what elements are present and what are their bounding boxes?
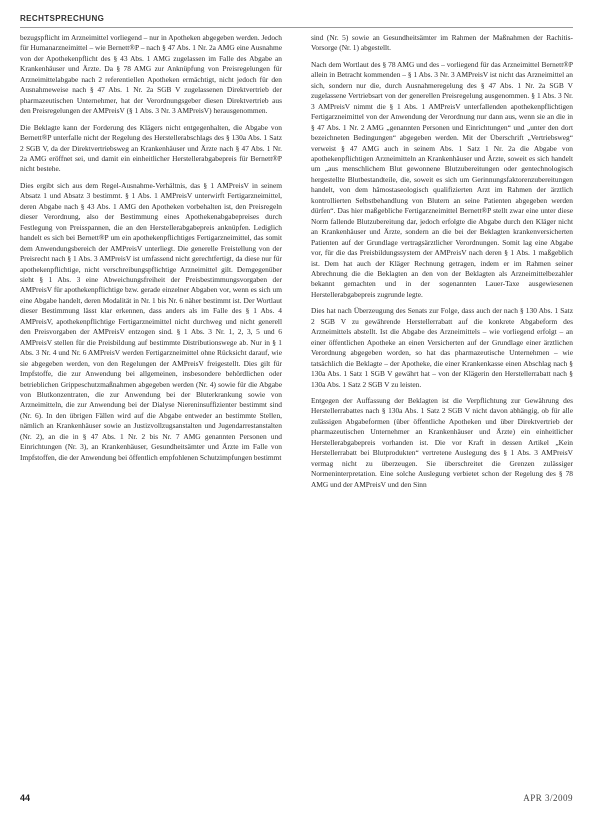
left-column [20,33,282,469]
header-rule [20,27,573,28]
paragraph: Dies ergibt sich aus dem Regel-Ausnahme-Verhältnis, das § 1 AMPreisV in seinem Absatz 1 und Absatz 3 bestimmt. § 1 Abs. 1 AMPreisV unterwirft Fertigarzneimittel, deren Abgabe nach § 43 Abs. 1 AMG den Apotheken vorbehalten ist, den Preisregeln dieser Verordnung, also der Bestimmung eines Apothekenabgabepreises durch Festlegung von Preisspannen, die an den Herstellerabgabepreis anknüpfen. Lediglich handelt es sich bei Bernett®P um ein apothekenpflichtiges Fertigarzneimittel, das somit dem Anwendungsbereich der AMPreisV unterliegt. Die generelle Freistellung von der Preisrecht nach § 1 Abs. 3 AMPreisV ist umfassend nicht gerechtfertigt, da diese nur für apothekenpflichtige, nicht verschreibungspflichtige Arzneimittel gilt. Demgegenüber sieht § 1 Abs. 3 eine Abweichungsfreiheit der Preisbestimmungsvorgaben der AMPreisV für apothekenpflichtige bzw. gerade einzelner Abgaben vor, wenn es sich um eine Abgabe handelt, deren Modalität in Nr. 1 bis Nr. 6 näher bestimmt ist. Der Wortlaut dieser Bestimmung lässt klar erkennen, dass anders als im Falle des § 1 Abs. 4 AMPreisV, apothekenpflichtige Fertigarzneimittel nicht durchweg und nicht generell den Preisvorgaben der AMPreisV entzogen sind. § 1 Abs. 3 Nr. 1, 2, 3, 5 und 6 AMPreisV stellen für die Preisbildung auf bestimmte Distributionswege ab. Nur in § 1 Abs. 3 Nr. 4 und Nr. 6 AMPreisV werden Fertigarzneimittel ohne Rücksicht darauf, wie sie abgegeben werden, von den Regelungen der AMPreisV freigestellt. Dies gilt für Impfstoffe, die zur Anwendung bei allgemeinen, insbesondere behördlichen oder betrieblichen Grippeschutzmaßnahmen abgegeben werden (Nr. 4) sowie für die Abgabe von Blutkonzentraten, die zur Anwendung bei der Bluterkrankung sowie von Arzneimitteln, die zur Anwendung bei der Dialyse Niereninsuffizienter bestimmt sind (Nr. 6). In den übrigen Fällen wird auf die Abgabe entweder an bestimmte Stellen, nämlich an Krankenhäuser sowie an Justizvollzugsanstalten und Jugendarrestanstalten (Nr. 2), an die in § 47 Abs. 1 Nr. 2 bis Nr. 7 AMG genannten Personen und Einrichtungen (Nr. 3), an Krankenhäuser, Gesundheitsämter und Ärzte im Falle von Impfstoffen, die der Anwendung bei öffentlich empfohlenen Schutzimpfungen bestimmt [20,180,282,462]
paragraph: sind (Nr. 5) sowie an Gesundheitsämter im Rahmen der Maßnahmen der Rachitis-Vorsorge (Nr. 1) abgestellt. [311,33,573,53]
issue-label: APR 3/2009 [523,793,573,803]
paragraph: Nach dem Wortlaut des § 78 AMG und des – vorliegend für das Arzneimittel Bernett®P allein in Betracht kommenden – § 1 Abs. 3 Nr. 3 AMPreisV ist nicht das Arzneimittel an sich, sondern nur die, durch Ausnahmeregelung des § 47 Abs. 1 Nr. 2a SGB V zugelassene Vertriebsart von der generellen Preisregelung ausgenommen. § 1 Abs. 3 Nr. 3 AMPreisV nimmt die § 1 Abs. 1 AMPreisV unterfallenden apothekenpflichtigen Fertigarzneimittel von der Anwendung der Verordnung nur dann aus, wenn sie an die in § 47 Abs. 1 Nr. 2 AMG „genannten Personen und Einrichtungen“ und „unter den dort bezeichneten Bedingungen“ abgegeben werden. Mit der Überschrift „Vertriebsweg“ verweist § 47 AMG auch in seinem Abs. 1 Satz 1 Nr. 2a die Abgabe von apothekenpflichtigen Arzneimitteln an Krankenhäuser und Ärzte, soweit es sich handelt um „aus menschlichem Blut gewonnene Blutzubereitungen oder gentechnologisch hergestellte Blutbestandteile, die, soweit es sich um Gerinnungsfaktorenzubereitungen handelt, von dem hämostaseologisch qualifizierten Arzt im Rahmen der ärztlich kontrollierten Selbstbehandlung von Blutern an seine Patienten abgegeben werden dürfen“. Das hier maßgebliche Fertigarzneimittel Bernett®P stellt zwar eine unter diese Norm fallende Blutzubereitung dar, jedoch erfolgte die Abgabe durch den Kläger nicht an Krankenhäuser und Ärzte, sondern an die bei der Beklagten krankenversicherten Patienten auf der Grundlage vertragsärztlicher Verordnungen. Somit lag eine Abgabe vor, für die das Preisbildungssystem der AMPreisV nach deren § 1 Abs. 1 maßgeblich ist. Dem hat auch der Kläger Rechnung getragen, indem er im Rahmen seiner Abrechnung die die Beklagten an den von der Beklagten als Arzneimittelbezahler bekannt gemachten und in der sogenannten Lauer-Taxe ausgewiesenen Herstellerabgabepreis zugrunde legte. [311,59,573,299]
right-column [311,33,573,496]
paragraph: bezugspflicht im Arzneimittel vorliegend – nur in Apotheken abgegeben werden. Jedoch für Humanarzneimittel – wie Bernett®P – nach § 47 Abs. 1 Nr. 2a AMG eine Ausnahme von der Apothekenpflicht des § 43 Abs. 1 AMG zugelassen im Falle des Abgabe an Krankenhäuser und Ärzte. Da § 78 AMG zur Anknüpfung von Preisregelungen für Arzneimittelabgabe nach 2 referentiellen Apotheken ermächtigt, nicht jedoch für den Ausnahmeweise nach § 47 Abs. 1 Nr. 2a SGB V zugelassenen Direktvertrieb der pharmazeutischen Unternehmer, hat der Verordnungsgeber diesen Direktvertrieb aus den Preisregelungen der AMPreisV (§ 1 Abs. 3 Nr. 3 AMPreisV) herausgenommen. [20,33,282,116]
page-number: 44 [20,793,31,803]
paragraph: Die Beklagte kann der Forderung des Klägers nicht entgegenhalten, die Abgabe von Bernett®P unterfalle nicht der Regelung des Herstellerabschlags des § 130a Abs. 1 Satz 2 SGB V, da der Direktvertriebsweg an Krankenhäuser und Ärzte nach § 47 Abs. 1 Nr. 2a AMG eröffnet sei, und damit ein einheitlicher Herstellerabgabepreis für Bernett®P nicht bestehe. [20,122,282,174]
paragraph: Dies hat nach Überzeugung des Senats zur Folge, dass auch der nach § 130 Abs. 1 Satz 2 SGB V zu gewährende Herstellerrabatt auf die konkrete Abgabeform des Arzneimittels abstellt. Ist die Abgabe des Arzneimittels – wie vorliegend erfolgt – an einer öffentlichen Apotheke an einen Versicherten auf der Grundlage einer ärztlichen Verordnung abgegeben worden, so hat das pharmazeutische Unternehmen – wie tatsächlich die Beklagte – der Apotheke, die einer Krankenkasse einen Abschlag nach § 130a Abs. 1 Satz 1 SGB V gewährt hat – von der Klägerin den Herstellerrabatt nach § 130a Abs. 1 Satz 2 SGB V zu leisten. [311,306,573,389]
section-header: RECHTSPRECHUNG [20,14,105,23]
paragraph: Entgegen der Auffassung der Beklagten ist die Verpflichtung zur Gewährung des Herstellerrabattes nach § 130a Abs. 1 Satz 2 SGB V nicht davon abhängig, ob für alle zulässigen Abgabeformen (über öffentliche Apotheken und über Direktvertrieb der pharmazeutischen Unternehmer an Krankenhäuser und Ärzte) ein einheitlicher Herstellerabgabepreis vorhanden ist. Die vor Kraft in dessen Artikel „Kein Herstellerrabatt bei Blutprodukten“ vertretene Auslegung des § 1 Abs. 3 AMPreisV vermag nicht zu überzeugen. Sie überschreitet die Grenzen zulässiger Normeninterpretation. Eine solche Auslegung verbietet schon der Regelung des § 78 AMG und der AMPreisV und den Sinn [311,395,573,489]
